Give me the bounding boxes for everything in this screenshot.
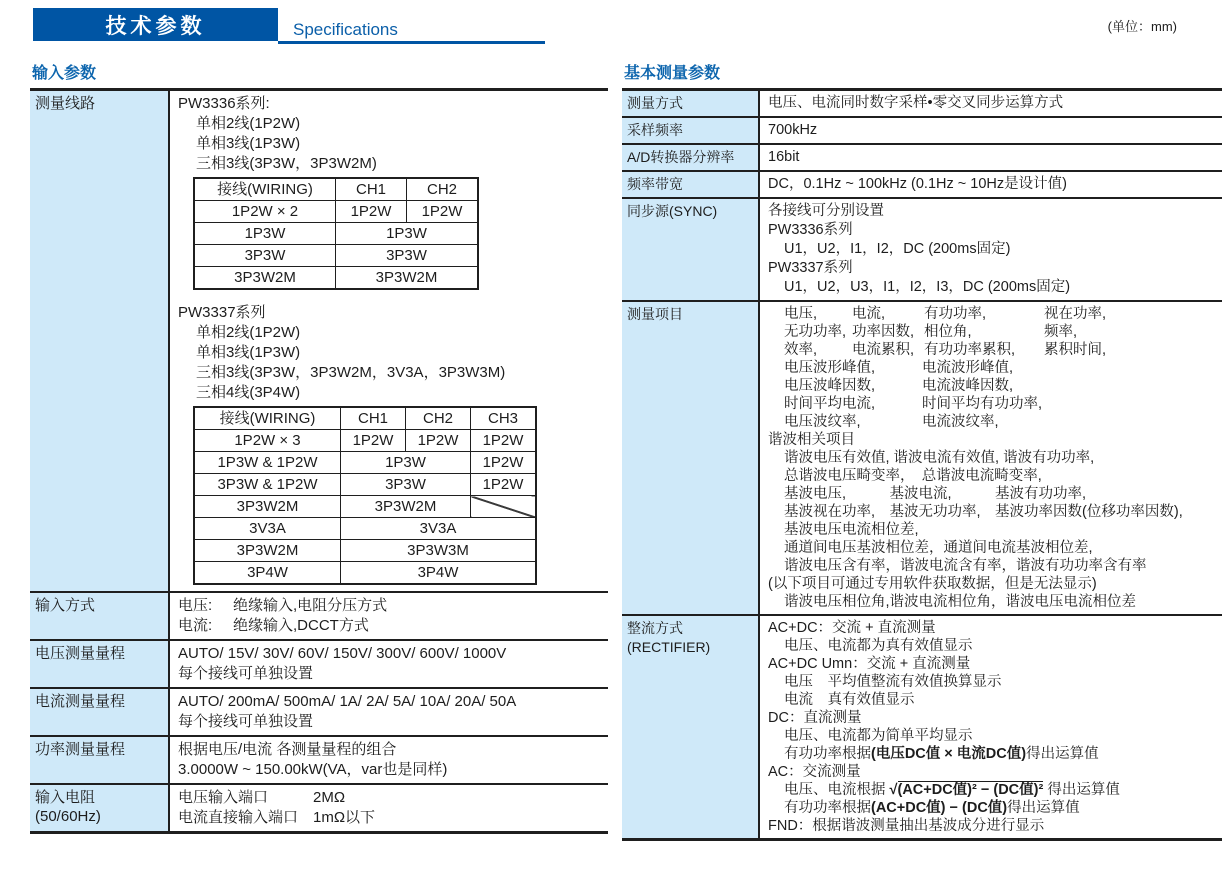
row-label: 采样频率 xyxy=(622,118,760,143)
spec-columns xyxy=(30,60,1227,841)
spec-line: 电压, 电流, 有功功率, 视在功率, xyxy=(784,306,1107,322)
row-value xyxy=(760,199,1222,300)
table-row: 3P3W2M 3P3W3M xyxy=(194,540,536,562)
spec-line: 谐波电压相位角,谐波电流相位角，谐波电压电流相位差 xyxy=(784,594,1137,610)
spec-line: 电压、电流根据 √(AC+DC值)² − (DC值)² 得出运算值 xyxy=(784,782,1120,798)
spec-line: 电流直接输入端口 1mΩ以下 xyxy=(178,809,376,826)
row-measurement-lines xyxy=(30,91,608,591)
table-row: 接线(WIRING) CH1 CH2 CH3 xyxy=(194,407,536,430)
spec-line: 电压、电流都为简单平均显示 xyxy=(784,728,973,744)
spec-line: 谐波电压有效值, 谐波电流有效值, 谐波有功功率, xyxy=(784,450,1095,466)
spec-line: AUTO/ 200mA/ 500mA/ 1A/ 2A/ 5A/ 10A/ 20A/ 50A xyxy=(178,693,517,710)
row-adc-resolution xyxy=(622,143,1222,170)
spec-line: 谐波相关项目 xyxy=(768,432,855,448)
table-row: 3P3W & 1P2W 3P3W 1P2W xyxy=(194,474,536,496)
row-label: 功率测量量程 xyxy=(30,737,170,783)
row-label: 输入电阻 (50/60Hz) xyxy=(30,785,170,831)
spec-line: 电压波峰因数, 电流波峰因数, xyxy=(784,378,1014,394)
spec-line: AC：交流测量 xyxy=(768,764,861,780)
diagonal-strikethrough-cell xyxy=(471,496,537,518)
spec-line: 电流 真有效值显示 xyxy=(784,692,915,708)
spec-line: 单相3线(1P3W) xyxy=(196,135,301,152)
spec-line: AC+DC Umn：交流 + 直流测量 xyxy=(768,656,971,672)
row-label: 同步源(SYNC) xyxy=(622,199,760,300)
spec-line: 电压波纹率, 电流波纹率, xyxy=(784,414,999,430)
row-sync-source xyxy=(622,197,1222,300)
table-row: 3V3A 3V3A xyxy=(194,518,536,540)
row-power-range xyxy=(30,735,608,783)
banner-title-cn: 技术参数 xyxy=(33,8,278,41)
table-row: 1P3W & 1P2W 1P3W 1P2W xyxy=(194,452,536,474)
spec-line: 每个接线可单独设置 xyxy=(178,665,314,682)
row-value xyxy=(760,616,1222,838)
pw3337-wiring-table xyxy=(193,406,537,585)
row-value: 700kHz xyxy=(768,122,818,138)
section-title-input: 输入参数 xyxy=(32,65,97,82)
spec-line: U1，U2，I1，I2，DC (200ms固定) xyxy=(784,241,1011,257)
input-parameters-column xyxy=(30,60,608,841)
row-current-range xyxy=(30,687,608,735)
spec-line: 基波视在功率, 基波无功功率, 基波功率因数(位移功率因数), xyxy=(784,504,1183,520)
spec-line: 有功功率根据(AC+DC值) − (DC值)得出运算值 xyxy=(784,800,1080,816)
spec-line: U1，U2，U3，I1，I2，I3，DC (200ms固定) xyxy=(784,279,1071,295)
row-sampling-rate xyxy=(622,116,1222,143)
spec-line: 电压 平均值整流有效值换算显示 xyxy=(784,674,1002,690)
row-input-method xyxy=(30,591,608,639)
row-value xyxy=(170,593,608,639)
spec-line: 单相3线(1P3W) xyxy=(196,344,301,361)
spec-line: 总谐波电压畸变率， 总谐波电流畸变率, xyxy=(784,468,1042,484)
row-value xyxy=(170,689,608,735)
sqrt-symbol: √ xyxy=(889,782,898,798)
spec-line: (以下项目可通过专用软件获取数据，但是无法显示) xyxy=(768,576,1097,592)
table-row: 3P3W 3P3W xyxy=(194,245,478,267)
page-banner xyxy=(0,8,1227,54)
row-value xyxy=(170,737,608,783)
spec-line: 根据电压/电流 各测量量程的组合 xyxy=(178,741,397,758)
row-value: 电压、电流同时数字采样•零交叉同步运算方式 xyxy=(768,95,1064,111)
spec-line: 单相2线(1P2W) xyxy=(196,324,301,341)
spec-line: PW3337系列 xyxy=(768,260,853,276)
row-voltage-range xyxy=(30,639,608,687)
row-value xyxy=(170,641,608,687)
banner-underline xyxy=(278,41,545,44)
row-value xyxy=(170,91,608,591)
spec-line: 三相3线(3P3W，3P3W2M) xyxy=(196,155,377,172)
spec-line: 效率, 电流累积, 有功功率累积, 累积时间, xyxy=(784,342,1107,358)
row-label: 电压测量量程 xyxy=(30,641,170,687)
row-label: 测量方式 xyxy=(622,91,760,116)
table-row: 3P4W 3P4W xyxy=(194,562,536,585)
table-row: 接线(WIRING) CH1 CH2 xyxy=(194,178,478,201)
row-value: DC，0.1Hz ~ 100kHz (0.1Hz ~ 10Hz是设计值) xyxy=(768,176,1067,192)
row-label: 输入方式 xyxy=(30,593,170,639)
row-label: 整流方式 (RECTIFIER) xyxy=(622,616,760,838)
spec-line: 电压输入端口 2MΩ xyxy=(178,789,346,806)
row-value xyxy=(760,302,1222,614)
spec-line: 时间平均电流, 时间平均有功功率, xyxy=(784,396,1043,412)
basic-measurement-table xyxy=(622,88,1222,841)
row-measurement-items xyxy=(622,300,1222,614)
spec-line: 各接线可分别设置 xyxy=(768,203,884,219)
spec-line: 无功功率, 功率因数, 相位角, 频率, xyxy=(784,324,1078,340)
spec-line: 电压、电流都为真有效值显示 xyxy=(784,638,973,654)
input-parameters-table xyxy=(30,88,608,834)
pw3336-title: PW3336系列: xyxy=(178,95,270,112)
row-label: 测量线路 xyxy=(30,91,170,591)
spec-line: 三相3线(3P3W，3P3W2M，3V3A，3P3W3M) xyxy=(196,364,506,381)
spec-line: 通道间电压基波相位差，通道间电流基波相位差, xyxy=(784,540,1093,556)
spec-line: DC：直流测量 xyxy=(768,710,862,726)
spec-line: AUTO/ 15V/ 30V/ 60V/ 150V/ 300V/ 600V/ 1000V xyxy=(178,645,507,662)
section-title-basic: 基本测量参数 xyxy=(624,65,721,82)
table-row: 1P2W × 3 1P2W 1P2W 1P2W xyxy=(194,430,536,452)
spec-line: 有功功率根据(电压DC值 × 电流DC值)得出运算值 xyxy=(784,746,1099,762)
basic-measurement-column xyxy=(622,60,1222,841)
spec-line: 单相2线(1P2W) xyxy=(196,115,301,132)
row-label: 测量项目 xyxy=(622,302,760,614)
unit-note: (单位：mm) xyxy=(1107,19,1177,34)
row-input-resistance xyxy=(30,783,608,831)
spec-line: 电压波形峰值, 电流波形峰值, xyxy=(784,360,1014,376)
spec-line: 每个接线可单独设置 xyxy=(178,713,314,730)
banner-title-en: Specifications xyxy=(293,20,398,39)
spec-line: 3.0000W ~ 150.00kW(VA，var也是同样) xyxy=(178,761,448,778)
row-label: A/D转换器分辨率 xyxy=(622,145,760,170)
spec-line: AC+DC：交流 + 直流测量 xyxy=(768,620,936,636)
row-label: 电流测量量程 xyxy=(30,689,170,735)
spec-line: FND：根据谐波测量抽出基波成分进行显示 xyxy=(768,818,1045,834)
spec-line: 电压: 绝缘输入,电阻分压方式 xyxy=(178,597,388,614)
spec-line: 三相4线(3P4W) xyxy=(196,384,301,401)
table-row: 1P3W 1P3W xyxy=(194,223,478,245)
spec-line: 电流: 绝缘输入,DCCT方式 xyxy=(178,617,369,634)
pw3337-title: PW3337系列 xyxy=(178,304,266,321)
pw3336-wiring-table xyxy=(193,177,479,290)
row-frequency-bandwidth xyxy=(622,170,1222,197)
row-value: 16bit xyxy=(768,149,800,165)
row-label: 频率带宽 xyxy=(622,172,760,197)
row-value xyxy=(170,785,608,831)
spec-line: 基波电压, 基波电流, 基波有功功率, xyxy=(784,486,1087,502)
row-rectifier xyxy=(622,614,1222,838)
spec-line: 谐波电压含有率，谐波电流含有率，谐波有功功率含有率 xyxy=(784,558,1147,574)
table-row: 3P3W2M 3P3W2M xyxy=(194,267,478,290)
table-row: 3P3W2M 3P3W2M xyxy=(194,496,536,518)
spec-line: PW3336系列 xyxy=(768,222,853,238)
table-row: 1P2W × 2 1P2W 1P2W xyxy=(194,201,478,223)
row-measurement-method xyxy=(622,91,1222,116)
spec-line: 基波电压电流相位差, xyxy=(784,522,919,538)
